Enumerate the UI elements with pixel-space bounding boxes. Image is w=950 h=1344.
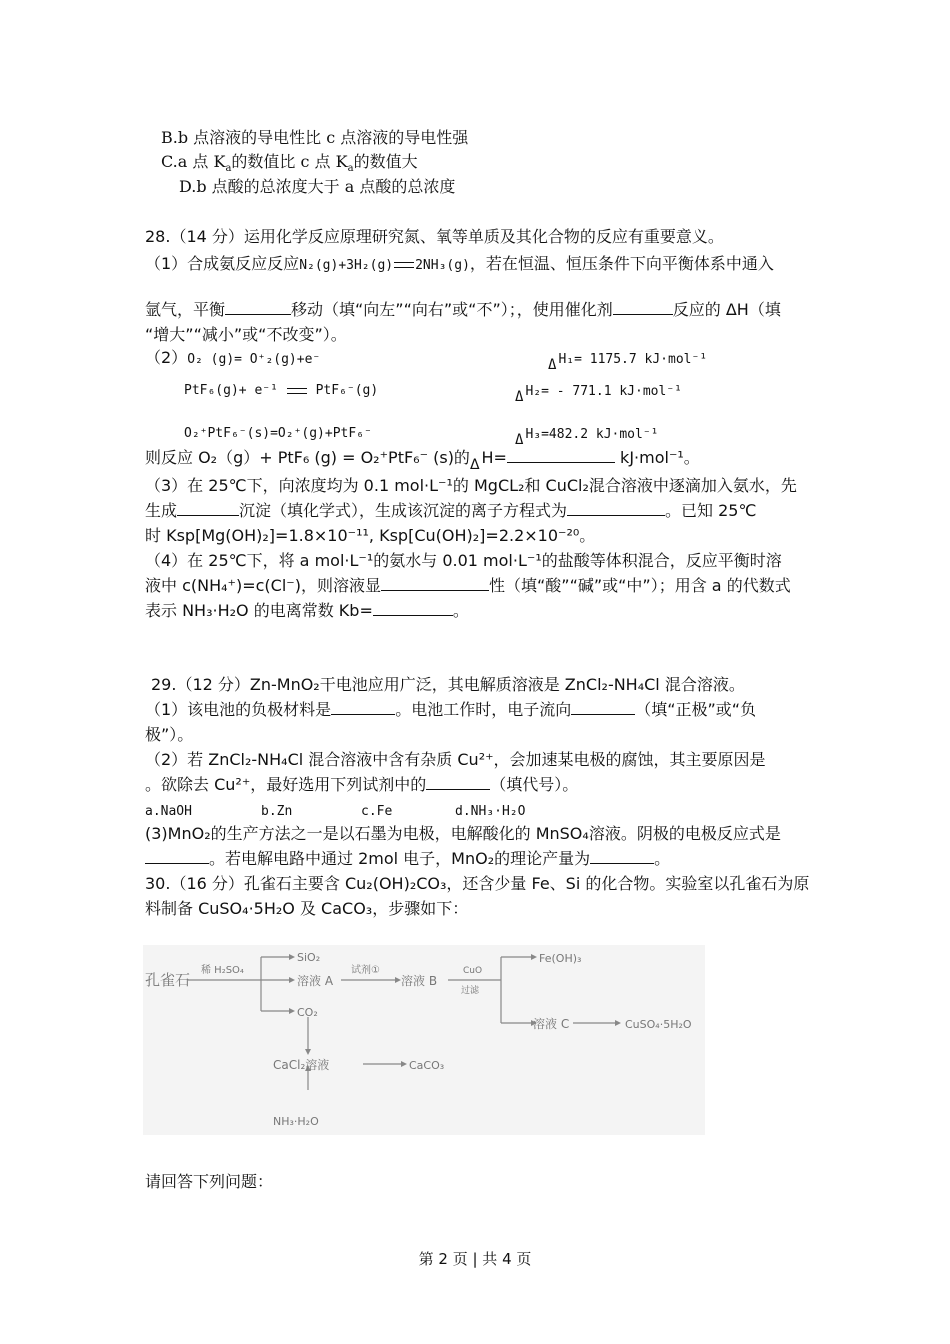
answer-blank[interactable] (567, 501, 665, 516)
process-flow-diagram (143, 945, 705, 1135)
flow-solution-c: 溶液 C (533, 1017, 570, 1031)
option-c: C.a 点 $K_a$的数值比 c 点 $K_a$的数值大 (161, 152, 418, 175)
q28-part1: （1）合成氨反应反应N₂(g)+3H₂(g) 2NH₃(g)，若在恒温、恒压条件下向平衡体系中通入 (145, 254, 774, 273)
q30-prompt: 请回答下列问题： (145, 1172, 274, 1191)
flow-reagent1: 稀 H₂SO₄ (201, 965, 244, 976)
page-footer: 第 2 页 | 共 4 页 (418, 1250, 532, 1268)
answer-blank[interactable] (613, 300, 673, 315)
q28-part1-options: “增大”“减小”或“不改变”）。 (145, 325, 347, 344)
answer-blank[interactable] (571, 700, 635, 715)
q28-dh1: Δ H₁= 1175.7 kJ·mol⁻¹ (548, 352, 708, 373)
flow-sio2: SiO₂ (297, 951, 321, 964)
q28-part2-eq2: PtF₆(g)+ e⁻¹ PtF₆⁻(g) (184, 383, 379, 398)
q29-part1-cont: 极”）。 (145, 725, 194, 744)
flow-cacl2: CaCl₂溶液 (273, 1058, 330, 1072)
q29-opt-c: c.Fe (361, 804, 393, 819)
flow-cuo: CuO (463, 966, 483, 976)
flow-reagent2: 试剂① (351, 965, 380, 976)
q28-part3: （3）在 25℃下，向浓度均为 0.1 mol·L⁻¹的 MgCL₂和 CuCl₂混合溶液中逐滴加入氨水，先 (145, 476, 797, 495)
delta-icon: Δ (548, 357, 557, 373)
option-d: D.b 点酸的总浓度大于 a 点酸的总浓度 (179, 177, 456, 196)
answer-blank[interactable] (331, 700, 395, 715)
q29-intro: 29.（12 分）Zn-MnO₂干电池应用广泛，其电解质溶液是 ZnCl₂-NH₄Cl 混合溶液。 (151, 675, 745, 694)
equilibrium-arrow-icon (393, 259, 415, 271)
q28-part1-cont: 氩气，平衡 移动（填“向左”“向右”或“不”）；，使用催化剂 反应的 ΔH（填 (145, 300, 781, 319)
q28-intro: 28.（14 分）运用化学反应原理研究氮、氧等单质及其化合物的反应有重要意义。 (145, 227, 724, 246)
equilibrium-arrow-icon (286, 385, 308, 397)
q28-part4: （4）在 25℃下，将 a mol·L⁻¹的氨水与 0.01 mol·L⁻¹的盐酸等体积混合，反应平衡时溶 (145, 551, 782, 570)
q28-part3-cont: 生成 沉淀（填化学式），生成该沉淀的离子方程式为 。已知 25℃ (145, 501, 757, 520)
q29-part2: （2）若 ZnCl₂-NH₄Cl 混合溶液中含有杂质 Cu²⁺，会加速某电极的腐蚀，其主要原因是 (145, 750, 766, 769)
flow-product-cuso4: CuSO₄·5H₂O (625, 1018, 692, 1031)
q28-part4-cont: 液中 c(NH₄⁺)=c(Cl⁻)，则溶液显 性（填“酸”“碱”或“中”）；用含 a 的代数式 (145, 576, 791, 595)
flow-fe-oh3: Fe(OH)₃ (539, 952, 582, 965)
q28-part2-question: 则反应 O₂（g）+ PtF₆ (g) = O₂⁺PtF₆⁻ (s)的Δ H= kJ·mol⁻¹。 (145, 448, 700, 473)
q29-part3-cont: 。若电解电路中通过 2mol 电子，MnO₂的理论产量为 。 (145, 849, 670, 869)
delta-icon: Δ (469, 457, 480, 473)
delta-icon: Δ (515, 432, 524, 448)
answer-blank[interactable] (177, 501, 239, 516)
q29-opt-a: a.NaOH (145, 804, 192, 819)
answer-blank[interactable] (225, 300, 291, 315)
flow-caco3: CaCO₃ (409, 1059, 445, 1072)
delta-icon: Δ (515, 389, 524, 405)
q29-part3: (3)MnO₂的生产方法之一是以石墨为电极，电解酸化的 MnSO₄溶液。阴极的电极反应式是 (145, 824, 781, 843)
flow-co2: CO₂ (297, 1006, 318, 1019)
q28-ksp: 时 Ksp[Mg(OH)₂]=1.8×10⁻¹¹, Ksp[Cu(OH)₂]=2.2×10⁻²⁰。 (145, 526, 596, 545)
flow-solution-a: 溶液 A (297, 974, 334, 988)
q28-part4-kb: 表示 NH₃·H₂O 的电离常数 Kb= 。 (145, 601, 469, 620)
answer-blank[interactable] (381, 576, 489, 591)
answer-blank[interactable] (507, 448, 615, 463)
flow-solution-b: 溶液 B (401, 974, 438, 988)
q28-dh3: Δ H₃=482.2 kJ·mol⁻¹ (515, 427, 659, 448)
q29-part2-cont: 。欲除去 Cu²⁺，最好选用下列试剂中的 （填代号）。 (145, 775, 579, 794)
flow-nh3: NH₃·H₂O (273, 1115, 319, 1128)
q28-part2-eq3: O₂⁺PtF₆⁻(s)=O₂⁺(g)+PtF₆⁻ (184, 426, 372, 441)
q28-part2-eq1: （2）O₂ (g)= O⁺₂(g)+e⁻ (145, 348, 321, 367)
option-b: B.b 点溶液的导电性比 c 点溶液的导电性强 (161, 128, 469, 147)
q30-intro: 30.（16 分）孔雀石主要含 Cu₂(OH)₂CO₃，还含少量 Fe、Si 的化合物。实验室以孔雀石为原 (145, 874, 810, 893)
q29-opt-b: b.Zn (261, 804, 293, 819)
q30-intro-cont: 料制备 CuSO₄·5H₂O 及 CaCO₃，步骤如下： (145, 899, 469, 918)
q29-opt-d: d.NH₃·H₂O (455, 804, 526, 819)
q28-dh2: Δ H₂= - 771.1 kJ·mol⁻¹ (515, 384, 682, 405)
answer-blank[interactable] (145, 849, 209, 864)
q29-part1: （1）该电池的负极材料是 。电池工作时，电子流向 （填“正极”或“负 (145, 700, 757, 719)
flow-filter: 过滤 (461, 986, 480, 996)
flow-start: 孔雀石 (145, 971, 191, 989)
answer-blank[interactable] (426, 775, 490, 790)
answer-blank[interactable] (590, 849, 654, 864)
answer-blank[interactable] (373, 601, 453, 616)
